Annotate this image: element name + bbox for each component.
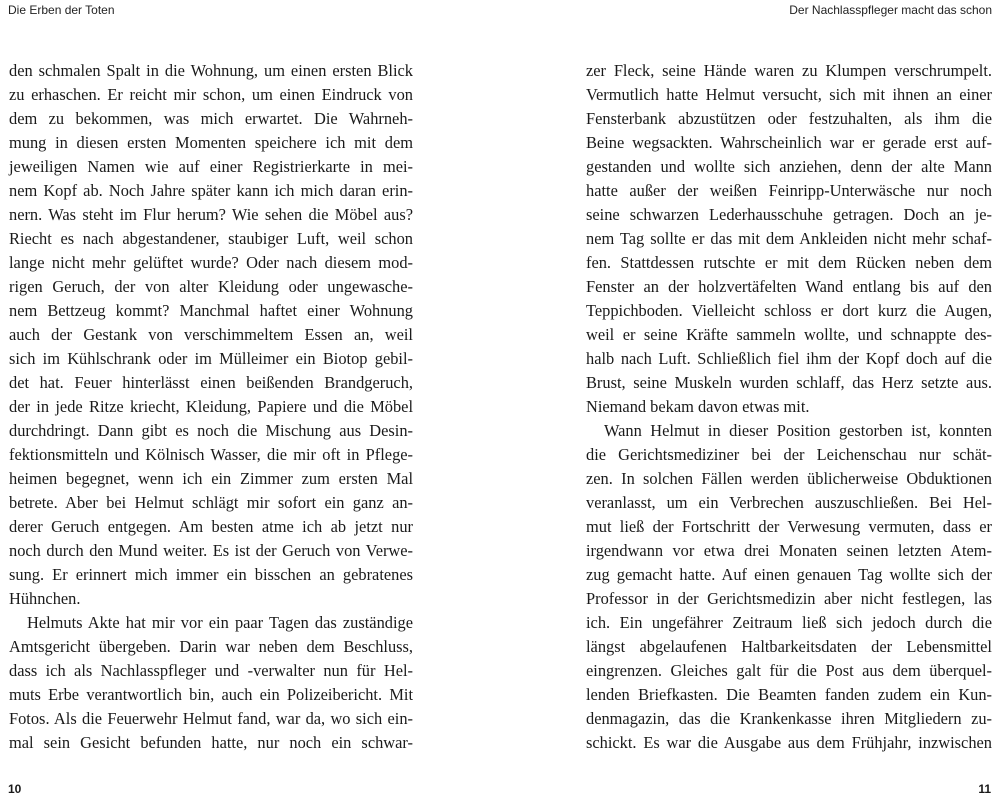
text-line: nem Tag sollte er das mit dem Ankleiden nicht mehr schaf- — [586, 229, 992, 248]
text-line: längst abgelaufenen Haltbarkeitsdaten der Lebensmittel — [586, 637, 992, 656]
text-line: nem Bettzeug kommt? Manchmal haftet einer Wohnung — [9, 301, 413, 320]
text-line: dass ich als Nachlasspfleger und -verwalter nun für Hel- — [9, 661, 413, 680]
right-page — [500, 0, 1000, 800]
text-line: mut ließ der Fortschritt der Verwesung vermuten, dass er — [586, 517, 992, 536]
text-line: zug gemacht hatte. Auf einen genauen Tag wollte sich der — [586, 565, 992, 584]
text-line: rigen Geruch, der von alter Kleidung oder ungewasche- — [9, 277, 413, 296]
text-line: derer Geruch entgegen. Am besten atme ich ab jetzt nur — [9, 517, 413, 536]
text-line: die Gerichtsmediziner bei der Leichenschau nur schät- — [586, 445, 992, 464]
text-line: Professor in der Gerichtsmedizin aber nicht festlegen, las — [586, 589, 992, 608]
text-line: fektionsmitteln und Kölnisch Wasser, die mir oft in Pflege- — [9, 445, 413, 464]
text-line: durchdringt. Dann gibt es noch die Mischung aus Desin- — [9, 421, 413, 440]
body-text-right — [586, 59, 992, 755]
text-line: Brust, seine Muskeln wurden schlaff, das Herz setzte aus. — [586, 373, 992, 392]
text-line: eingrenzen. Gleiches galt für die Post aus dem überquel- — [586, 661, 992, 680]
text-line: Teppichboden. Vielleicht schloss er dort kurz die Augen, — [586, 301, 992, 320]
text-line: heimen begegnet, wenn ich ein Zimmer zum ersten Mal — [9, 469, 413, 488]
page-number-left: 10 — [8, 782, 22, 796]
page-number-right: 11 — [978, 782, 991, 796]
text-line: nem Kopf ab. Noch Jahre später kann ich mich daran erin- — [9, 181, 413, 200]
text-line: ich. Ein ungefährer Zeitraum ließ sich jedoch durch die — [586, 613, 992, 632]
text-line: lenden Briefkasten. Die Beamten fanden zudem ein Kun- — [586, 685, 992, 704]
text-line: denmagazin, das die Krankenkasse ihren Mitgliedern zu- — [586, 709, 992, 728]
text-line: lange nicht mehr gelüftet wurde? Oder nach diesem mod- — [9, 253, 413, 272]
text-line: Fensterbank abzustützen oder festzuhalten, als ihm die — [586, 109, 992, 128]
body-text-left — [9, 59, 413, 755]
text-line: Beine wegsackten. Wahrscheinlich war er gerade erst auf- — [586, 133, 992, 152]
text-line: zer Fleck, seine Hände waren zu Klumpen verschrumpelt. — [586, 61, 992, 80]
paragraph-start-line: Wann Helmut in dieser Position gestorben ist, konnten — [604, 421, 992, 440]
text-line: zu erhaschen. Er reicht mir schon, um einen Eindruck von — [9, 85, 413, 104]
text-line: gestanden und wollte sich anziehen, denn der alte Mann — [586, 157, 992, 176]
text-line: auch der Gestank von verschimmeltem Essen an, weil — [9, 325, 413, 344]
paragraph-start-line: Helmuts Akte hat mir vor ein paar Tagen das zuständige — [27, 613, 413, 632]
text-line: hatte außer der weißen Feinripp-Unterwäsche nur noch — [586, 181, 992, 200]
text-line: Fenster an der holzvertäfelten Wand entlang bis auf den — [586, 277, 992, 296]
text-line: veranlasst, um ein Verbrechen auszuschließen. Bei Hel- — [586, 493, 992, 512]
text-line: seine schwarzen Lederhausschuhe getragen. Doch an je- — [586, 205, 992, 224]
text-line: betrete. Aber bei Helmut schlägt mir sofort ein ganz an- — [9, 493, 413, 512]
text-line: Riecht es nach abgestandener, staubiger Luft, weil schon — [9, 229, 413, 248]
text-line: sung. Er erinnert mich immer ein bisschen an gebratenes — [9, 565, 413, 584]
text-line: nern. Was steht im Flur herum? Wie sehen die Möbel aus? — [9, 205, 413, 224]
text-line: jeweiligen Namen wie auf einer Registrierkarte in mei- — [9, 157, 413, 176]
text-line: Vermutlich hatte Helmut versucht, sich mit ihnen an einer — [586, 85, 992, 104]
text-line: muts Erbe verantwortlich bin, auch ein Polizeibericht. Mit — [9, 685, 413, 704]
running-head-right: Der Nachlasspfleger macht das schon — [789, 3, 992, 17]
text-line: noch durch den Mund weiter. Es ist der Geruch von Verwe- — [9, 541, 413, 560]
text-line: Fotos. Als die Feuerwehr Helmut fand, war da, wo sich ein- — [9, 709, 413, 728]
paragraph-end-line: Hühnchen. — [9, 589, 81, 608]
text-line: den schmalen Spalt in die Wohnung, um einen ersten Blick — [9, 61, 413, 80]
running-head-left: Die Erben der Toten — [8, 3, 115, 17]
text-line: fen. Stattdessen rutschte er mit dem Rücken neben dem — [586, 253, 992, 272]
text-line: mal sein Gesicht befunden hatte, nur noch ein schwar- — [9, 733, 413, 752]
text-line: det hat. Feuer hinterlässt einen beißenden Brandgeruch, — [9, 373, 413, 392]
text-line: schickt. Es war die Ausgabe aus dem Frühjahr, inzwischen — [586, 733, 992, 752]
text-line: zen. In solchen Fällen werden üblicherweise Obduktionen — [586, 469, 992, 488]
text-line: der in jede Ritze kriecht, Kleidung, Papiere und die Möbel — [9, 397, 413, 416]
text-line: sich im Kühlschrank oder im Mülleimer ein Biotop gebil- — [9, 349, 413, 368]
text-line: mung in diesen ersten Momenten speichere ich mit dem — [9, 133, 413, 152]
text-line: halb nach Luft. Schließlich fiel ihm der Kopf doch auf die — [586, 349, 992, 368]
text-line: Amtsgericht übergeben. Darin war neben dem Beschluss, — [9, 637, 413, 656]
text-line: weil er seine Kräfte sammeln wollte, und schnappte des- — [586, 325, 992, 344]
text-line: irgendwann vor etwa drei Monaten seinen letzten Atem- — [586, 541, 992, 560]
text-line: dem zu bekommen, was mich erwartet. Die Wahrneh- — [9, 109, 413, 128]
paragraph-end-line: Niemand bekam davon etwas mit. — [586, 397, 810, 416]
